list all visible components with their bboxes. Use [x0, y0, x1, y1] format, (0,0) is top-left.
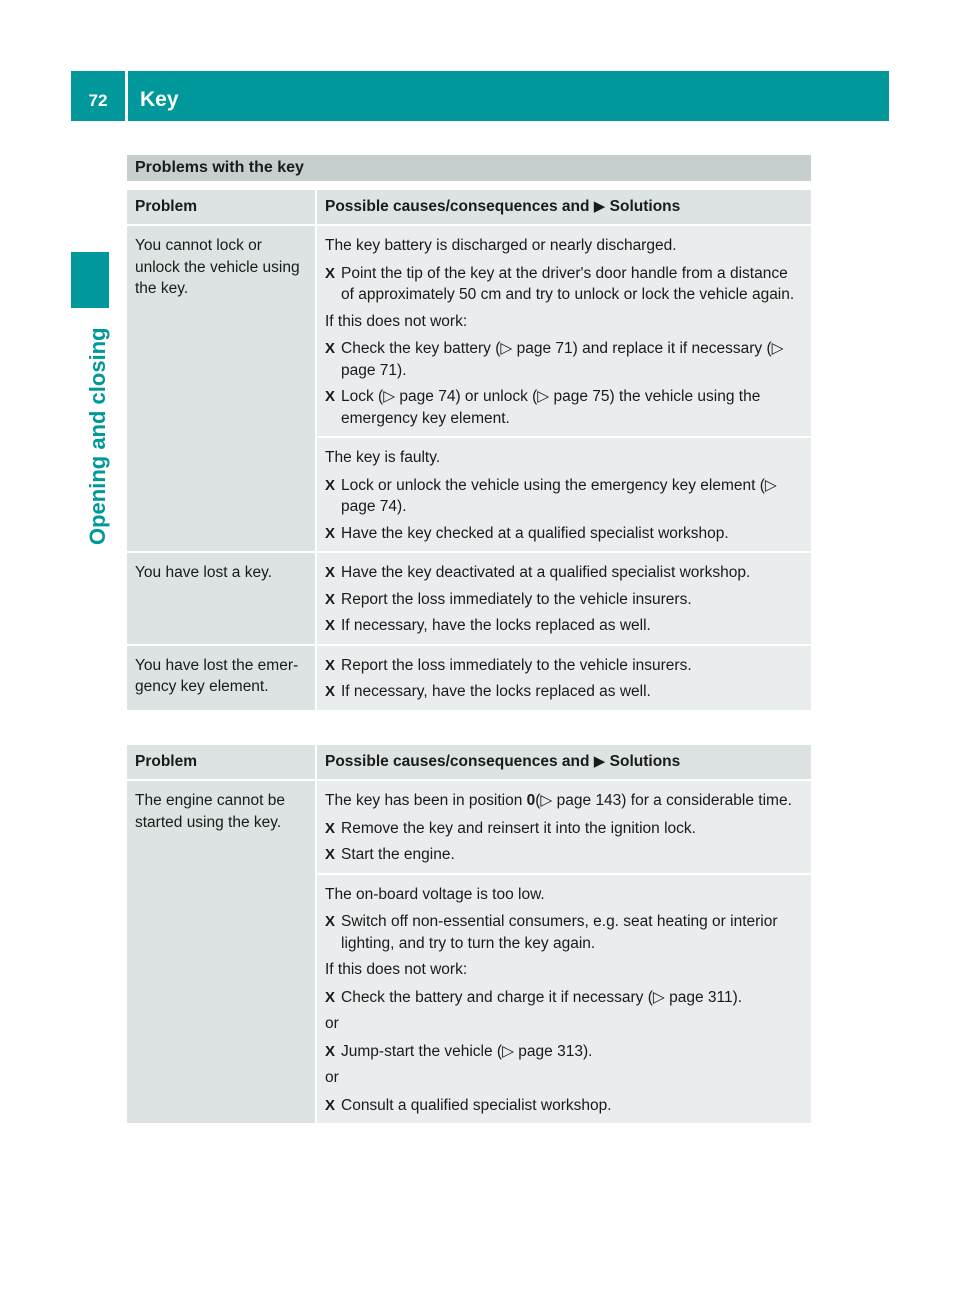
- step-item: X Check the battery and charge it if necessary (▷ page 311).: [325, 987, 803, 1009]
- solution-cell: [316, 874, 811, 1124]
- step-arrow-icon: X: [325, 388, 336, 405]
- solution-cell: [316, 225, 811, 437]
- header-divider: [125, 71, 128, 121]
- step-item: X Have the key deactivated at a qualified specialist workshop.: [325, 562, 803, 584]
- cause-text: The key has been in position 0(▷ page 143) for a considerable time.: [325, 792, 792, 809]
- problem-cell: The engine cannot be started using the key.: [127, 780, 316, 1123]
- key-position-value: 0: [526, 792, 536, 809]
- step-item: X Start the engine.: [325, 844, 803, 866]
- table-header-row: [127, 190, 811, 225]
- step-item: X Jump-start the vehicle (▷ page 313).: [325, 1041, 803, 1063]
- note-text: If this does not work:: [325, 961, 468, 978]
- step-arrow-icon: X: [325, 340, 336, 357]
- table-header-row: [127, 745, 811, 780]
- step-arrow-icon: X: [325, 617, 336, 634]
- step-item: X Point the tip of the key at the driver's door handle from a distance of approximately 50 cm and try to unlock or lock the vehicle again.: [325, 264, 795, 303]
- problem-cell: You have lost a key.: [127, 552, 316, 645]
- table-row: [127, 225, 811, 437]
- step-item: X If necessary, have the locks replaced as well.: [325, 681, 803, 703]
- solutions-arrow-icon: ▶: [593, 753, 606, 771]
- step-arrow-icon: X: [325, 846, 336, 863]
- problems-table-1: [127, 190, 811, 710]
- problems-table-2: [127, 745, 811, 1123]
- step-arrow-icon: X: [325, 476, 336, 494]
- table-row: [127, 780, 811, 874]
- col-header-solutions: Possible causes/consequences and ▶ Solutions: [316, 190, 811, 225]
- step-arrow-icon: X: [325, 656, 336, 674]
- step-arrow-icon: X: [325, 913, 336, 930]
- note-text: If this does not work:: [325, 312, 468, 330]
- step-item: X Report the loss immediately to the vehicle insurers.: [325, 589, 803, 611]
- step-arrow-icon: X: [325, 1096, 336, 1114]
- table-row: [127, 645, 811, 710]
- cause-text: The on-board voltage is too low.: [325, 885, 545, 903]
- page-number: 72: [88, 91, 108, 110]
- section-title: Problems with the key: [127, 155, 811, 181]
- or-text: or: [325, 1069, 339, 1086]
- step-arrow-icon: X: [325, 564, 336, 581]
- or-text: or: [325, 1015, 339, 1032]
- step-item: X Consult a qualified specialist workshop.: [325, 1095, 803, 1117]
- side-tab-marker: [71, 252, 109, 308]
- step-item: X Switch off non-essential consumers, e.g. seat heating or interior lighting, and try to turn the key again.: [325, 913, 778, 952]
- solution-cell: [316, 645, 811, 710]
- chapter-title: Key: [140, 88, 179, 111]
- step-arrow-icon: X: [325, 264, 336, 282]
- cause-text: The key battery is discharged or nearly discharged.: [325, 237, 677, 254]
- solution-cell: [316, 552, 811, 645]
- solution-cell: [316, 437, 811, 552]
- step-item: X Check the key battery (▷ page 71) and replace it if necessary (▷ page 71).: [325, 340, 784, 379]
- step-item: X Lock or unlock the vehicle using the emergency key element (▷ page 74).: [325, 476, 777, 515]
- step-item: X If necessary, have the locks replaced as well.: [325, 615, 803, 637]
- page-header-bar: [71, 71, 889, 121]
- step-arrow-icon: X: [325, 819, 336, 837]
- step-item: X Have the key checked at a qualified specialist workshop.: [325, 523, 803, 545]
- col-header-problem: Problem: [127, 190, 316, 225]
- col-header-solutions: Possible causes/consequences and ▶ Solutions: [316, 745, 811, 780]
- step-item: X Remove the key and reinsert it into the ignition lock.: [325, 818, 803, 840]
- step-arrow-icon: X: [325, 683, 336, 700]
- step-arrow-icon: X: [325, 524, 336, 542]
- solution-cell: [316, 780, 811, 874]
- problem-cell: You cannot lock or unlock the vehicle using the key.: [127, 225, 316, 552]
- step-arrow-icon: X: [325, 1042, 336, 1060]
- table-row: [127, 552, 811, 645]
- problem-cell: You have lost the emergency key element.: [127, 645, 316, 710]
- side-section-label: Opening and closing: [85, 327, 110, 545]
- step-arrow-icon: X: [325, 590, 336, 608]
- step-item: X Report the loss immediately to the vehicle insurers.: [325, 655, 803, 677]
- col-header-problem: Problem: [127, 745, 316, 780]
- cause-text: The key is faulty.: [325, 449, 441, 466]
- step-item: X Lock (▷ page 74) or unlock (▷ page 75) the vehicle using the emergency key element.: [325, 388, 761, 427]
- solutions-arrow-icon: ▶: [593, 198, 606, 216]
- step-arrow-icon: X: [325, 988, 336, 1006]
